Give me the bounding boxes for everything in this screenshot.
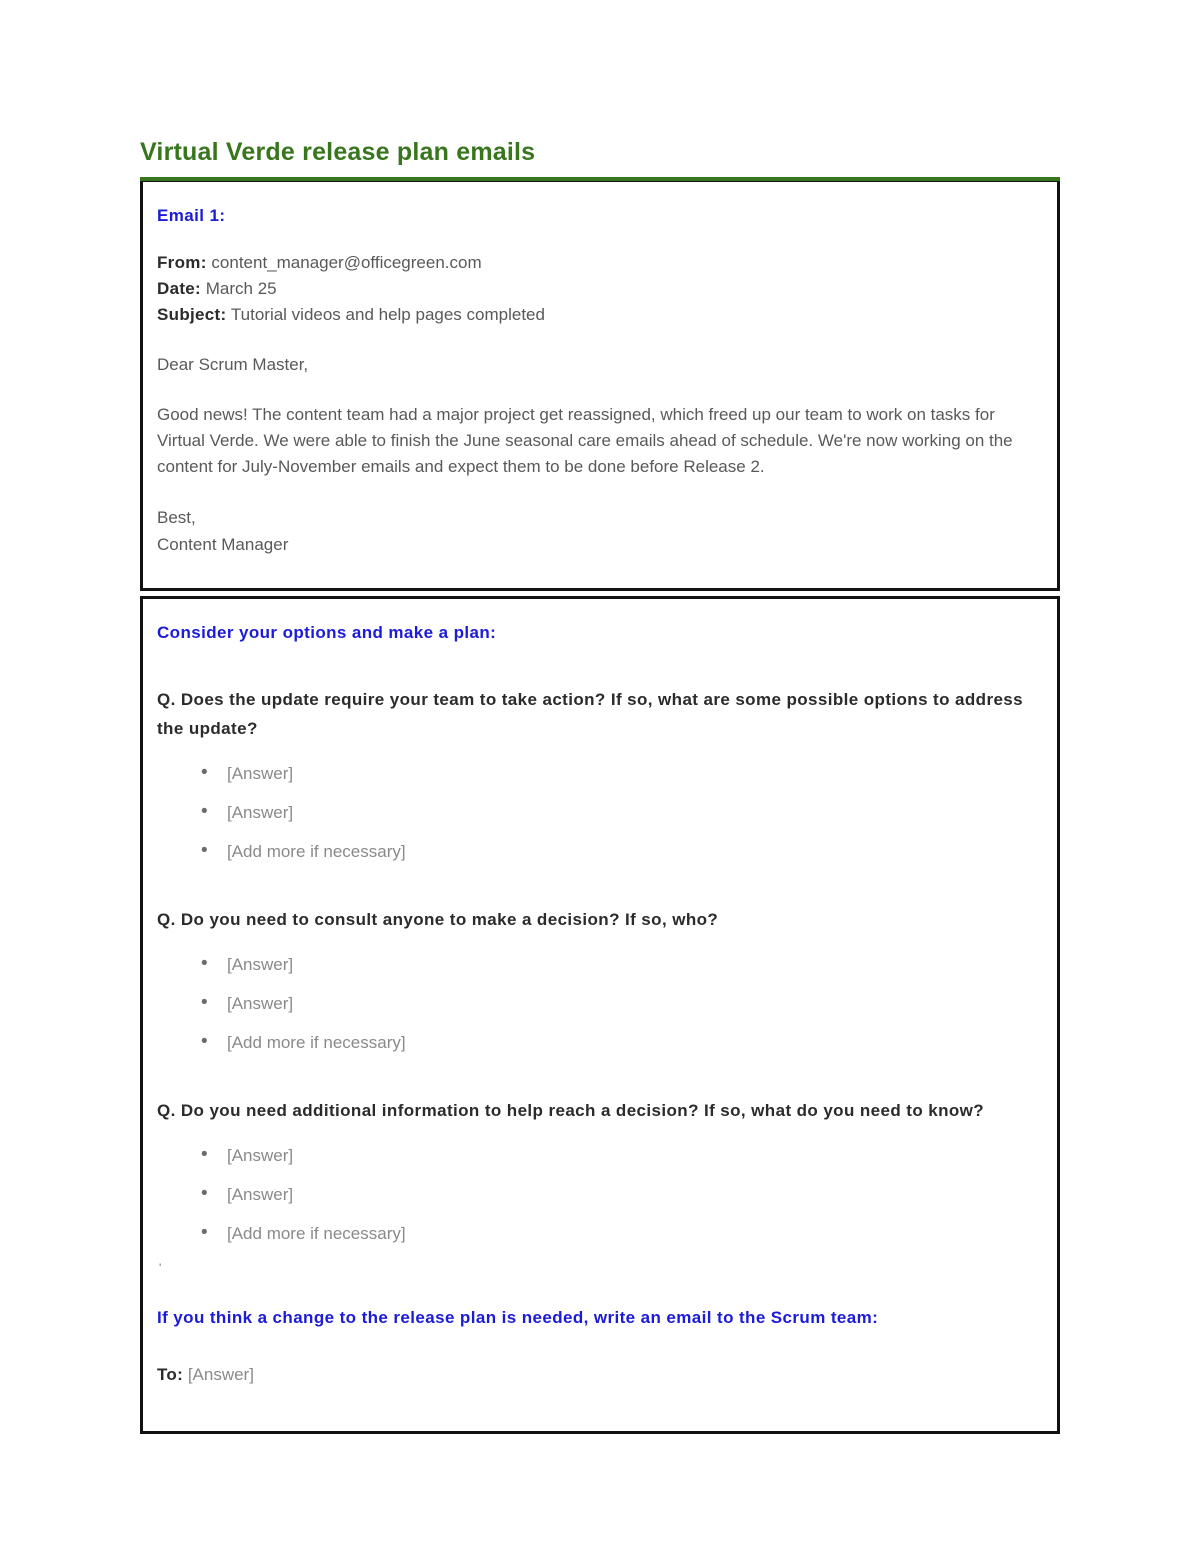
- from-value: content_manager@officegreen.com: [211, 253, 482, 272]
- email-box: [140, 181, 1060, 591]
- email-closing: Best,: [157, 508, 196, 527]
- stray-mark: ': [159, 1261, 162, 1275]
- subject-label: Subject:: [157, 305, 227, 324]
- to-label: To:: [157, 1365, 184, 1384]
- answer-bullet: • [Answer]: [201, 1145, 1041, 1167]
- question-1: Q. Does the update require your team to take action? If so, what are some possible options to address the update?: [157, 690, 1024, 738]
- email-greeting: Dear Scrum Master,: [157, 355, 309, 374]
- email-heading: Email 1:: [157, 206, 226, 225]
- email-date-line: [157, 276, 1041, 302]
- document-content: [140, 0, 1060, 1434]
- from-label: From:: [157, 253, 207, 272]
- answer-bullet: • [Add more if necessary]: [201, 1223, 1041, 1245]
- email-signature-block: [157, 504, 1041, 558]
- email-from-line: [157, 250, 1041, 276]
- answer-bullet: • [Answer]: [201, 993, 1041, 1015]
- question-1-answers: [157, 763, 1041, 863]
- answer-bullet: • [Answer]: [201, 954, 1041, 976]
- plan-heading: Consider your options and make a plan:: [157, 623, 497, 642]
- email-prompt: If you think a change to the release plan is needed, write an email to the Scrum team:: [157, 1308, 879, 1327]
- answer-bullet: • [Add more if necessary]: [201, 1032, 1041, 1054]
- email-subject-line: [157, 302, 1041, 328]
- answer-bullet: • [Answer]: [201, 1184, 1041, 1206]
- answer-bullet: • [Answer]: [201, 802, 1041, 824]
- question-2-answers: [157, 954, 1041, 1054]
- date-label: Date:: [157, 279, 202, 298]
- subject-value: Tutorial videos and help pages completed: [230, 305, 545, 324]
- email-signature: Content Manager: [157, 535, 289, 554]
- question-3: Q. Do you need additional information to help reach a decision? If so, what do you need to know?: [157, 1101, 985, 1120]
- question-3-answers: [157, 1145, 1041, 1245]
- question-2: Q. Do you need to consult anyone to make a decision? If so, who?: [157, 910, 719, 929]
- page-title: Virtual Verde release plan emails: [140, 138, 536, 166]
- to-value: [Answer]: [187, 1365, 254, 1384]
- to-line: [157, 1362, 1041, 1388]
- answer-bullet: • [Answer]: [201, 763, 1041, 785]
- email-body: Good news! The content team had a major project get reassigned, which freed up our team to work on tasks for Virtual Verde. We were able to finish the June seasonal care emails ahead of schedule. We're now working on the content for July-November emails and expect them to be done before Release 2.: [157, 405, 1013, 476]
- plan-box: [140, 596, 1060, 1434]
- date-value: March 25: [205, 279, 277, 298]
- answer-bullet: • [Add more if necessary]: [201, 841, 1041, 863]
- email-meta: [157, 250, 1041, 328]
